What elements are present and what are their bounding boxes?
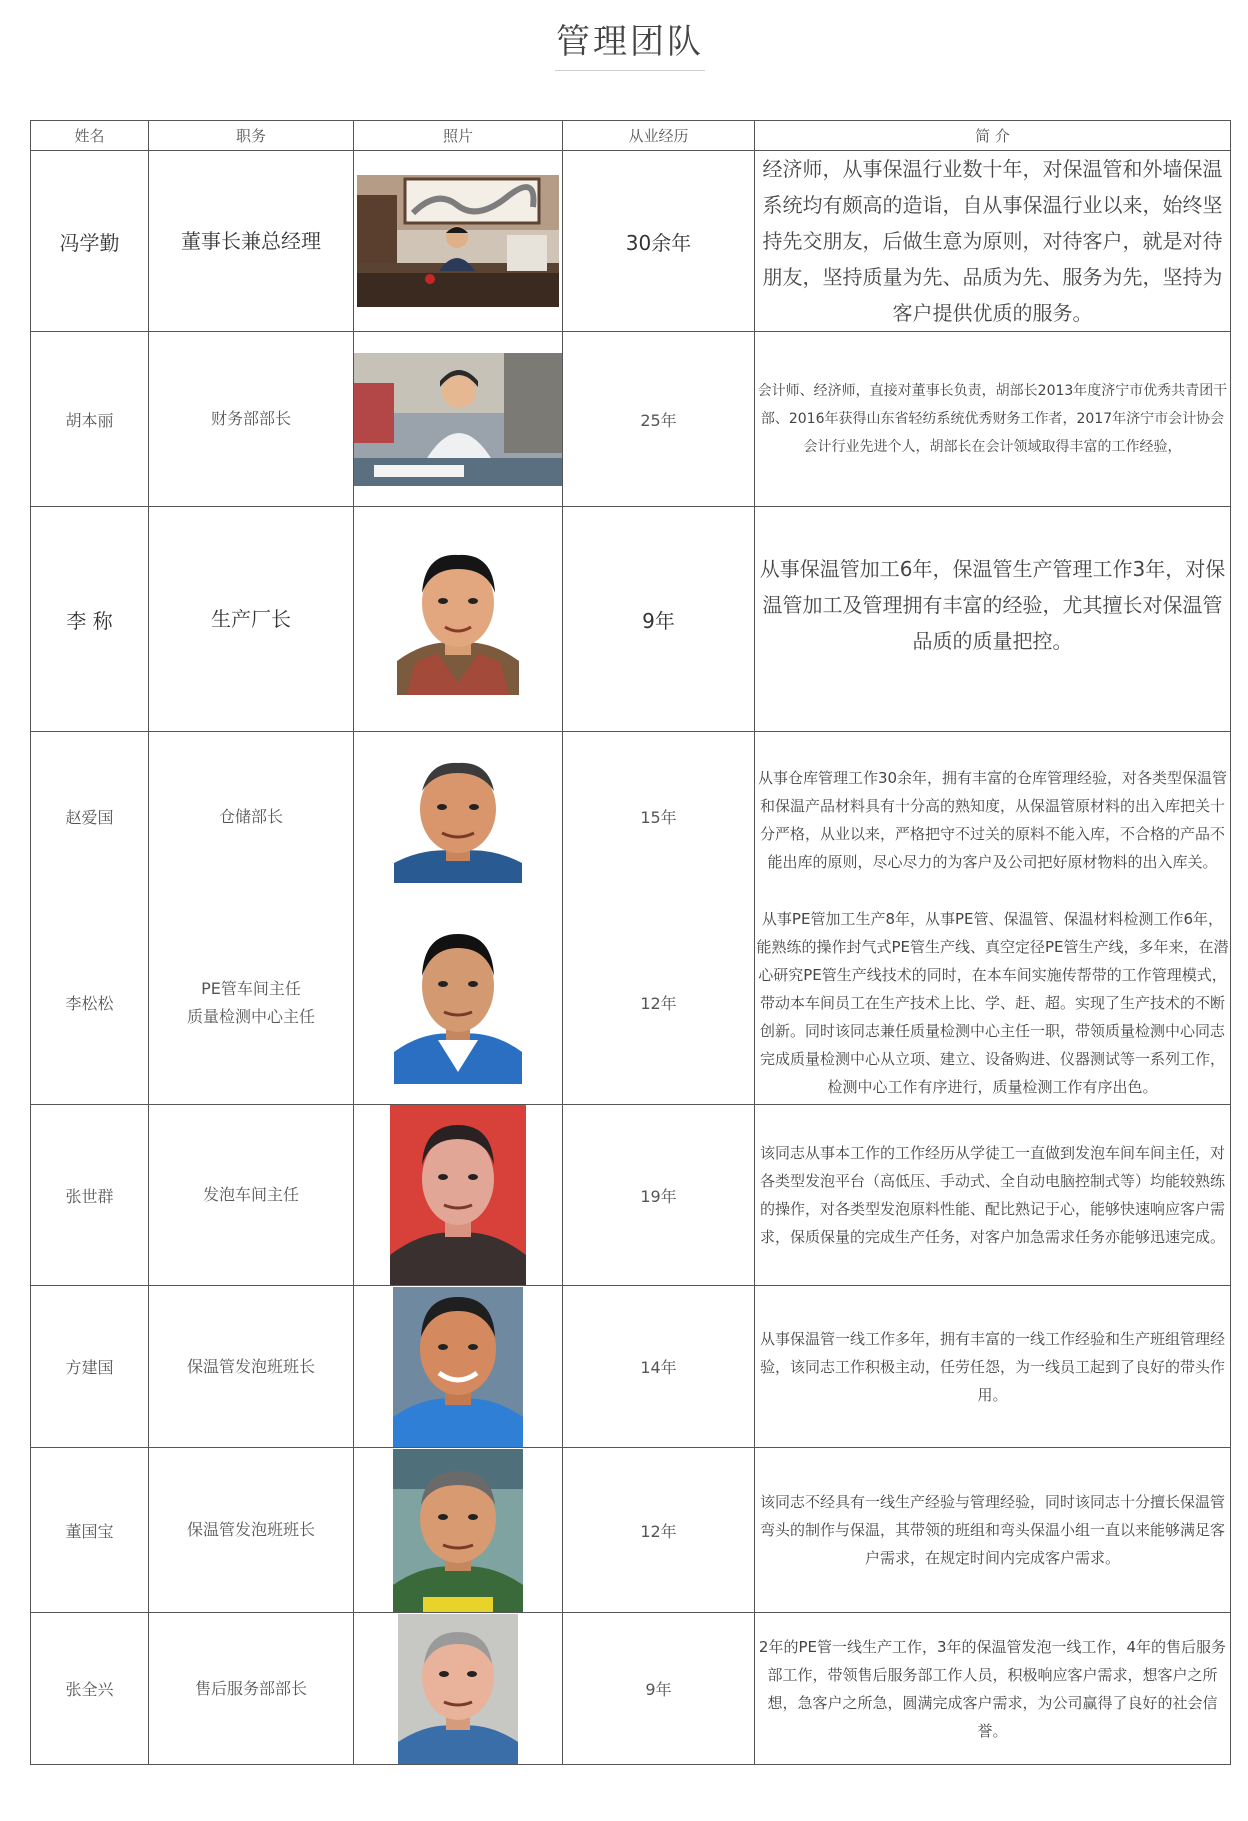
header-name: 姓名 [31, 121, 149, 151]
member-experience: 12年 [563, 1448, 755, 1613]
member-photo [397, 543, 519, 695]
member-photo-cell [354, 1448, 563, 1613]
member-name: 董国宝 [31, 1448, 149, 1613]
member-name: 赵爱国 [31, 732, 149, 902]
table-row [31, 902, 1231, 1105]
member-photo-cell [354, 1286, 563, 1448]
member-role: 董事长兼总经理 [149, 151, 354, 332]
member-experience: 19年 [563, 1105, 755, 1286]
member-photo-cell [354, 902, 563, 1105]
member-intro: 该同志不经具有一线生产经验与管理经验，同时该同志十分擅长保温管弯头的制作与保温，其带领的班组和弯头保温小组一直以来能够满足客户需求，在规定时间内完成客户需求。 [755, 1448, 1231, 1613]
member-photo-cell [354, 1613, 563, 1765]
table-row [31, 151, 1231, 332]
table-row [31, 507, 1231, 732]
member-name: 冯学勤 [31, 151, 149, 332]
member-photo [393, 1449, 523, 1612]
member-role: 仓储部长 [149, 732, 354, 902]
member-name: 李松松 [31, 902, 149, 1105]
member-name: 方建国 [31, 1286, 149, 1448]
table-row [31, 1105, 1231, 1286]
member-intro: 从事保温管一线工作多年，拥有丰富的一线工作经验和生产班组管理经验，该同志工作积极主动，任劳任怨，为一线员工起到了良好的带头作用。 [755, 1286, 1231, 1448]
member-name: 张全兴 [31, 1613, 149, 1765]
member-name: 胡本丽 [31, 332, 149, 507]
member-experience: 12年 [563, 902, 755, 1105]
page-header [0, 0, 1248, 90]
member-experience: 25年 [563, 332, 755, 507]
member-experience: 14年 [563, 1286, 755, 1448]
member-photo-cell [354, 332, 563, 507]
member-experience: 9年 [563, 1613, 755, 1765]
member-intro: 从事仓库管理工作30余年，拥有丰富的仓库管理经验，对各类型保温管和保温产品材料具有十分高的熟知度，从保温管原材料的出入库把关十分严格，从业以来，严格把守不过关的原料不能入库，不合格的产品不能出库的原则，尽心尽力的为客户及公司把好原材物料的出入库关。 [755, 732, 1231, 902]
member-photo [357, 175, 559, 307]
member-photo [390, 1105, 526, 1285]
table-row [31, 332, 1231, 507]
member-name: 李 称 [31, 507, 149, 732]
member-role: 财务部部长 [149, 332, 354, 507]
title-divider [555, 70, 705, 71]
member-photo [398, 1614, 518, 1764]
table-row [31, 1448, 1231, 1613]
header-photo: 照片 [354, 121, 563, 151]
member-intro: 2年的PE管一线生产工作，3年的保温管发泡一线工作，4年的售后服务部工作，带领售后服务部工作人员，积极响应客户需求，想客户之所想，急客户之所急，圆满完成客户需求，为公司赢得了良好的社会信誉。 [755, 1613, 1231, 1765]
table-row [31, 732, 1231, 902]
member-photo [354, 353, 563, 486]
table-row [31, 1286, 1231, 1448]
member-name: 张世群 [31, 1105, 149, 1286]
management-team-table [30, 120, 1231, 1765]
member-photo-cell [354, 1105, 563, 1286]
member-role-line: 质量检测中心主任 [186, 1006, 315, 1026]
member-role: 发泡车间主任 [149, 1105, 354, 1286]
member-intro: 从事保温管加工6年，保温管生产管理工作3年，对保温管加工及管理拥有丰富的经验，尤其擅长对保温管品质的质量把控。 [755, 507, 1231, 732]
member-photo [394, 751, 522, 883]
member-experience: 9年 [563, 507, 755, 732]
member-experience: 30余年 [563, 151, 755, 332]
member-intro: 会计师、经济师，直接对董事长负责，胡部长2013年度济宁市优秀共青团干部、2016年获得山东省轻纺系统优秀财务工作者，2017年济宁市会计协会会计行业先进个人，胡部长在会计领域取得丰富的工作经验， [755, 332, 1231, 507]
member-intro: 该同志从事本工作的工作经历从学徒工一直做到发泡车间车间主任，对各类型发泡平台（高低压、手动式、全自动电脑控制式等）均能较熟练的操作，对各类型发泡原料性能、配比熟记于心，能够快速响应客户需求，保质保量的完成生产任务，对客户加急需求任务亦能够迅速完成。 [755, 1105, 1231, 1286]
header-intro: 简 介 [755, 121, 1231, 151]
page-title: 管理团队 [556, 22, 704, 62]
table-header-row [31, 121, 1231, 151]
member-photo [394, 922, 522, 1084]
member-role-cell [149, 902, 354, 1105]
member-role: 售后服务部部长 [149, 1613, 354, 1765]
member-photo [393, 1287, 523, 1447]
member-role: 生产厂长 [149, 507, 354, 732]
member-role-line: PE管车间主任 [201, 978, 301, 998]
table-row [31, 1613, 1231, 1765]
member-role: 保温管发泡班班长 [149, 1448, 354, 1613]
member-intro: 经济师，从事保温行业数十年，对保温管和外墙保温系统均有颇高的造诣，自从事保温行业以来，始终坚持先交朋友，后做生意为原则，对待客户，就是对待朋友，坚持质量为先、品质为先、服务为先，坚持为客户提供优质的服务。 [755, 151, 1231, 332]
member-photo-cell [354, 732, 563, 902]
member-experience: 15年 [563, 732, 755, 902]
member-photo-cell [354, 151, 563, 332]
member-role: 保温管发泡班班长 [149, 1286, 354, 1448]
member-photo-cell [354, 507, 563, 732]
header-role: 职务 [149, 121, 354, 151]
header-experience: 从业经历 [563, 121, 755, 151]
member-intro: 从事PE管加工生产8年，从事PE管、保温管、保温材料检测工作6年，能熟练的操作封气式PE管生产线、真空定径PE管生产线，多年来，在潜心研究PE管生产线技术的同时，在本车间实施传帮带的工作管理模式，带动本车间员工在生产技术上比、学、赶、超。实现了生产技术的不断创新。同时该同志兼任质量检测中心主任一职，带领质量检测中心同志完成质量检测中心从立项、建立、设备购进、仪器测试等一系列工作，检测中心工作有序进行，质量检测工作有序出色。 [755, 902, 1231, 1105]
